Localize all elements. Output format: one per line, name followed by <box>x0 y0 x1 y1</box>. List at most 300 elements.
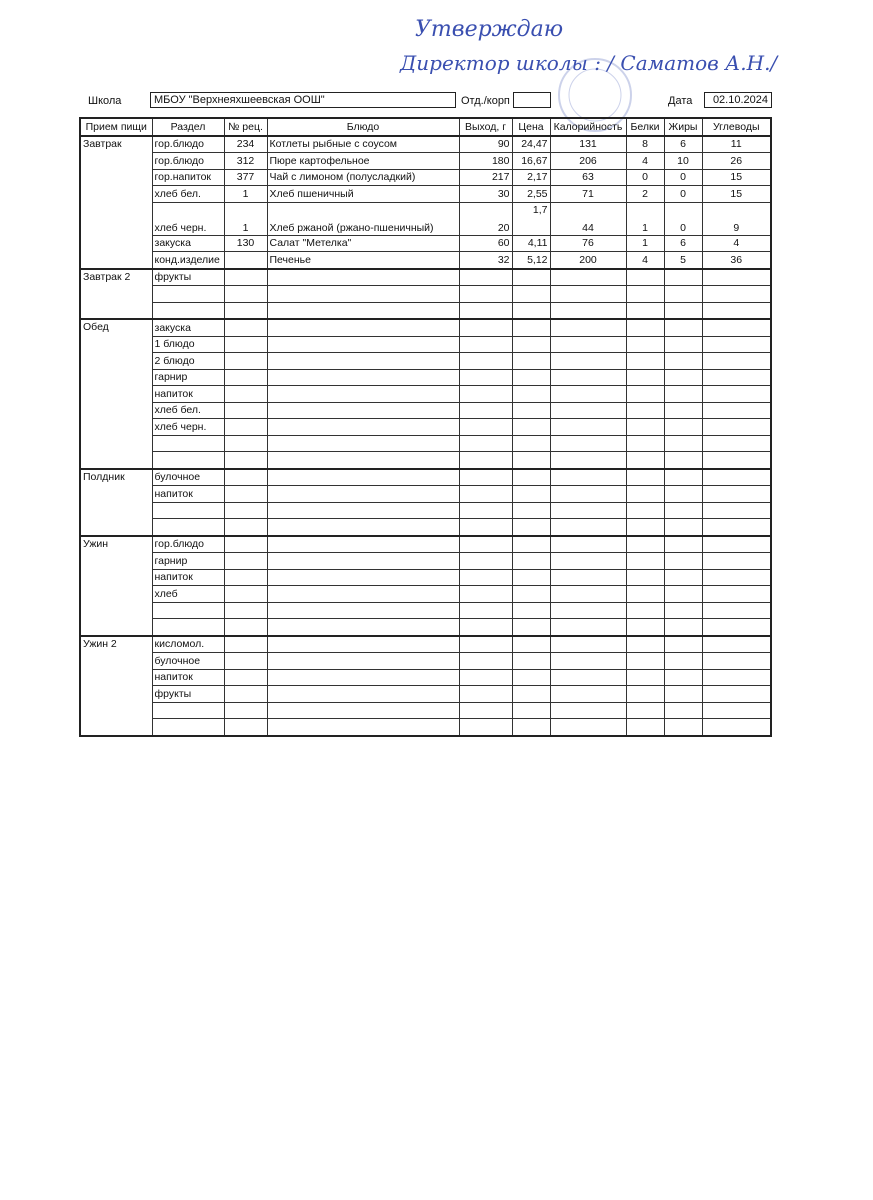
cell-section: закуска <box>152 235 224 252</box>
cell-section: кисломол. <box>152 636 224 653</box>
cell-section: закуска <box>152 319 224 336</box>
table-row <box>80 169 771 186</box>
cell-prot <box>626 369 664 386</box>
cell-prot <box>626 336 664 353</box>
cell-rec: 234 <box>224 136 267 153</box>
cell-carb <box>702 386 771 403</box>
cell-fat <box>664 369 702 386</box>
cell-rec <box>224 653 267 670</box>
cell-prot <box>626 569 664 586</box>
cell-section: гарнир <box>152 553 224 570</box>
cell-out <box>459 702 512 719</box>
cell-price <box>512 702 550 719</box>
cell-kcal <box>550 319 626 336</box>
cell-kcal <box>550 419 626 436</box>
table-row <box>80 153 771 170</box>
cell-prot: 4 <box>626 153 664 170</box>
meal-name: Обед <box>80 319 152 469</box>
cell-fat: 6 <box>664 136 702 153</box>
cell-price <box>512 319 550 336</box>
table-row <box>80 686 771 703</box>
cell-rec <box>224 702 267 719</box>
table-row <box>80 636 771 653</box>
cell-dish <box>267 702 459 719</box>
cell-rec <box>224 402 267 419</box>
cell-section: хлеб бел. <box>152 402 224 419</box>
cell-kcal <box>550 402 626 419</box>
cell-fat <box>664 336 702 353</box>
cell-fat: 0 <box>664 169 702 186</box>
column-header: Цена <box>512 118 550 136</box>
cell-section <box>152 286 224 303</box>
cell-prot <box>626 519 664 536</box>
cell-prot: 1 <box>626 202 664 235</box>
table-row <box>80 136 771 153</box>
cell-dish: Печенье <box>267 252 459 269</box>
school-label: Школа <box>88 95 122 107</box>
cell-rec <box>224 269 267 286</box>
cell-price <box>512 452 550 469</box>
cell-section: хлеб бел. <box>152 186 224 203</box>
cell-rec <box>224 252 267 269</box>
cell-rec <box>224 686 267 703</box>
cell-dish: Салат "Метелка" <box>267 235 459 252</box>
cell-dish <box>267 553 459 570</box>
cell-out <box>459 719 512 736</box>
cell-prot <box>626 619 664 636</box>
cell-out <box>459 486 512 503</box>
cell-kcal: 206 <box>550 153 626 170</box>
cell-fat <box>664 402 702 419</box>
cell-price <box>512 519 550 536</box>
cell-kcal <box>550 519 626 536</box>
cell-prot <box>626 319 664 336</box>
cell-dish <box>267 336 459 353</box>
cell-dish <box>267 435 459 452</box>
cell-carb <box>702 569 771 586</box>
cell-out: 180 <box>459 153 512 170</box>
cell-carb: 15 <box>702 186 771 203</box>
cell-price: 1,7 <box>512 202 550 235</box>
table-row <box>80 302 771 319</box>
cell-fat <box>664 435 702 452</box>
cell-rec <box>224 636 267 653</box>
cell-kcal: 71 <box>550 186 626 203</box>
table-row <box>80 553 771 570</box>
cell-section <box>152 452 224 469</box>
cell-price <box>512 486 550 503</box>
cell-dish <box>267 669 459 686</box>
cell-out <box>459 369 512 386</box>
cell-carb <box>702 486 771 503</box>
cell-fat: 0 <box>664 202 702 235</box>
cell-rec <box>224 353 267 370</box>
cell-section: гарнир <box>152 369 224 386</box>
cell-fat <box>664 319 702 336</box>
cell-carb <box>702 452 771 469</box>
cell-out <box>459 502 512 519</box>
cell-fat: 5 <box>664 252 702 269</box>
table-row <box>80 486 771 503</box>
cell-prot <box>626 353 664 370</box>
cell-carb <box>702 702 771 719</box>
cell-out <box>459 636 512 653</box>
cell-prot <box>626 502 664 519</box>
cell-prot <box>626 486 664 503</box>
cell-carb <box>702 602 771 619</box>
cell-carb <box>702 419 771 436</box>
cell-fat <box>664 686 702 703</box>
cell-fat <box>664 536 702 553</box>
cell-section: гор.напиток <box>152 169 224 186</box>
cell-carb <box>702 653 771 670</box>
cell-kcal <box>550 702 626 719</box>
cell-dish <box>267 369 459 386</box>
cell-dish <box>267 469 459 486</box>
table-row <box>80 719 771 736</box>
cell-prot <box>626 435 664 452</box>
cell-section <box>152 302 224 319</box>
cell-rec: 130 <box>224 235 267 252</box>
cell-section <box>152 435 224 452</box>
cell-out <box>459 353 512 370</box>
cell-section: напиток <box>152 386 224 403</box>
cell-fat <box>664 702 702 719</box>
cell-prot <box>626 419 664 436</box>
cell-dish <box>267 719 459 736</box>
cell-out <box>459 519 512 536</box>
cell-fat: 6 <box>664 235 702 252</box>
cell-price <box>512 669 550 686</box>
cell-prot <box>626 553 664 570</box>
cell-dish <box>267 502 459 519</box>
cell-dish <box>267 452 459 469</box>
cell-dish <box>267 386 459 403</box>
cell-fat <box>664 502 702 519</box>
cell-kcal: 44 <box>550 202 626 235</box>
cell-rec <box>224 619 267 636</box>
cell-dish: Чай с лимоном (полусладкий) <box>267 169 459 186</box>
table-row <box>80 419 771 436</box>
cell-rec <box>224 452 267 469</box>
cell-out: 20 <box>459 202 512 235</box>
cell-carb <box>702 686 771 703</box>
cell-price <box>512 502 550 519</box>
cell-price <box>512 719 550 736</box>
column-header: Жиры <box>664 118 702 136</box>
table-row <box>80 619 771 636</box>
cell-section: хлеб черн. <box>152 202 224 235</box>
cell-kcal <box>550 486 626 503</box>
cell-carb <box>702 502 771 519</box>
cell-carb: 26 <box>702 153 771 170</box>
cell-price <box>512 419 550 436</box>
cell-rec <box>224 602 267 619</box>
meal-name: Ужин <box>80 536 152 636</box>
table-row <box>80 452 771 469</box>
cell-price <box>512 602 550 619</box>
cell-kcal <box>550 619 626 636</box>
table-row <box>80 186 771 203</box>
cell-prot <box>626 286 664 303</box>
cell-section <box>152 719 224 736</box>
table-row <box>80 386 771 403</box>
cell-kcal <box>550 536 626 553</box>
cell-out: 60 <box>459 235 512 252</box>
cell-fat <box>664 419 702 436</box>
cell-kcal <box>550 553 626 570</box>
cell-dish <box>267 653 459 670</box>
cell-dish: Хлеб пшеничный <box>267 186 459 203</box>
cell-rec: 312 <box>224 153 267 170</box>
column-header: Углеводы <box>702 118 771 136</box>
cell-kcal <box>550 302 626 319</box>
cell-rec: 377 <box>224 169 267 186</box>
table-row <box>80 702 771 719</box>
cell-out <box>459 419 512 436</box>
cell-out: 30 <box>459 186 512 203</box>
cell-dish <box>267 269 459 286</box>
cell-section: напиток <box>152 669 224 686</box>
cell-carb <box>702 669 771 686</box>
cell-price: 24,47 <box>512 136 550 153</box>
cell-dish <box>267 419 459 436</box>
cell-price <box>512 302 550 319</box>
cell-out: 217 <box>459 169 512 186</box>
cell-price <box>512 469 550 486</box>
cell-dish <box>267 536 459 553</box>
cell-section: 1 блюдо <box>152 336 224 353</box>
cell-rec <box>224 536 267 553</box>
table-row <box>80 269 771 286</box>
table-row <box>80 319 771 336</box>
cell-out <box>459 402 512 419</box>
cell-section: гор.блюдо <box>152 536 224 553</box>
cell-out <box>459 569 512 586</box>
cell-dish <box>267 302 459 319</box>
cell-dish <box>267 286 459 303</box>
cell-rec <box>224 369 267 386</box>
cell-carb <box>702 353 771 370</box>
table-header-row <box>80 118 771 136</box>
cell-carb <box>702 719 771 736</box>
cell-fat <box>664 719 702 736</box>
cell-prot: 4 <box>626 252 664 269</box>
cell-prot <box>626 653 664 670</box>
cell-out: 90 <box>459 136 512 153</box>
cell-kcal <box>550 336 626 353</box>
cell-fat <box>664 619 702 636</box>
cell-fat <box>664 553 702 570</box>
cell-dish <box>267 353 459 370</box>
table-row <box>80 669 771 686</box>
cell-prot <box>626 386 664 403</box>
cell-section: хлеб черн. <box>152 419 224 436</box>
cell-section: гор.блюдо <box>152 153 224 170</box>
cell-kcal <box>550 269 626 286</box>
cell-kcal: 63 <box>550 169 626 186</box>
cell-out <box>459 619 512 636</box>
cell-section: булочное <box>152 653 224 670</box>
cell-price <box>512 435 550 452</box>
table-row <box>80 252 771 269</box>
cell-prot <box>626 469 664 486</box>
cell-price: 5,12 <box>512 252 550 269</box>
cell-rec <box>224 569 267 586</box>
cell-prot: 0 <box>626 169 664 186</box>
cell-section <box>152 502 224 519</box>
cell-carb <box>702 302 771 319</box>
table-row <box>80 536 771 553</box>
cell-out <box>459 653 512 670</box>
cell-fat <box>664 286 702 303</box>
menu-table <box>79 117 772 737</box>
cell-prot: 2 <box>626 186 664 203</box>
cell-rec <box>224 519 267 536</box>
cell-out <box>459 319 512 336</box>
cell-rec <box>224 435 267 452</box>
cell-dish <box>267 402 459 419</box>
table-row <box>80 502 771 519</box>
cell-section: 2 блюдо <box>152 353 224 370</box>
cell-dish <box>267 486 459 503</box>
cell-rec <box>224 669 267 686</box>
cell-section <box>152 702 224 719</box>
table-row <box>80 235 771 252</box>
cell-carb <box>702 435 771 452</box>
cell-price <box>512 569 550 586</box>
cell-rec <box>224 586 267 603</box>
cell-carb <box>702 286 771 303</box>
cell-fat <box>664 486 702 503</box>
cell-section: хлеб <box>152 586 224 603</box>
cell-out <box>459 336 512 353</box>
cell-prot <box>626 719 664 736</box>
cell-kcal: 200 <box>550 252 626 269</box>
cell-section: напиток <box>152 569 224 586</box>
cell-price: 16,67 <box>512 153 550 170</box>
table-row <box>80 469 771 486</box>
cell-price <box>512 269 550 286</box>
cell-kcal <box>550 452 626 469</box>
cell-prot <box>626 586 664 603</box>
cell-price <box>512 653 550 670</box>
cell-prot <box>626 636 664 653</box>
cell-fat <box>664 586 702 603</box>
cell-carb: 11 <box>702 136 771 153</box>
cell-fat <box>664 636 702 653</box>
cell-carb <box>702 402 771 419</box>
cell-section <box>152 619 224 636</box>
cell-kcal <box>550 369 626 386</box>
table-row <box>80 336 771 353</box>
signature-line2: Директор школы : / Саматов А.Н./ <box>400 51 778 75</box>
table-row <box>80 402 771 419</box>
cell-kcal <box>550 469 626 486</box>
cell-fat <box>664 653 702 670</box>
cell-rec <box>224 319 267 336</box>
cell-carb <box>702 369 771 386</box>
meal-name: Ужин 2 <box>80 636 152 736</box>
cell-price <box>512 553 550 570</box>
cell-price <box>512 402 550 419</box>
cell-prot <box>626 686 664 703</box>
cell-fat <box>664 386 702 403</box>
cell-fat: 10 <box>664 153 702 170</box>
cell-prot <box>626 452 664 469</box>
cell-fat <box>664 302 702 319</box>
cell-price <box>512 369 550 386</box>
cell-prot <box>626 269 664 286</box>
cell-kcal <box>550 569 626 586</box>
column-header: Прием пищи <box>80 118 152 136</box>
cell-out: 32 <box>459 252 512 269</box>
cell-carb <box>702 636 771 653</box>
cell-carb <box>702 269 771 286</box>
cell-price: 2,55 <box>512 186 550 203</box>
cell-out <box>459 286 512 303</box>
table-row <box>80 586 771 603</box>
cell-fat <box>664 469 702 486</box>
cell-price: 4,11 <box>512 235 550 252</box>
cell-price <box>512 586 550 603</box>
column-header: Блюдо <box>267 118 459 136</box>
cell-rec <box>224 386 267 403</box>
cell-carb: 15 <box>702 169 771 186</box>
cell-section: булочное <box>152 469 224 486</box>
cell-price <box>512 619 550 636</box>
cell-out <box>459 386 512 403</box>
cell-fat <box>664 602 702 619</box>
cell-rec <box>224 553 267 570</box>
cell-dish <box>267 602 459 619</box>
cell-fat: 0 <box>664 186 702 203</box>
cell-kcal <box>550 719 626 736</box>
table-row <box>80 286 771 303</box>
cell-out <box>459 602 512 619</box>
cell-kcal <box>550 602 626 619</box>
cell-dish: Хлеб ржаной (ржано-пшеничный) <box>267 202 459 235</box>
cell-fat <box>664 353 702 370</box>
cell-rec: 1 <box>224 186 267 203</box>
cell-kcal <box>550 435 626 452</box>
cell-section: напиток <box>152 486 224 503</box>
cell-rec <box>224 486 267 503</box>
signature-line1: Утверждаю <box>415 17 564 42</box>
cell-out <box>459 669 512 686</box>
cell-carb <box>702 519 771 536</box>
cell-prot <box>626 402 664 419</box>
meal-name: Завтрак <box>80 136 152 269</box>
cell-kcal: 76 <box>550 235 626 252</box>
table-row <box>80 435 771 452</box>
cell-out <box>459 686 512 703</box>
cell-rec <box>224 469 267 486</box>
cell-section <box>152 519 224 536</box>
cell-price <box>512 686 550 703</box>
cell-dish <box>267 619 459 636</box>
cell-kcal <box>550 686 626 703</box>
school-value: МБОУ "Верхнеяхшеевская ООШ" <box>150 92 456 108</box>
cell-carb <box>702 553 771 570</box>
cell-carb <box>702 536 771 553</box>
table-row <box>80 569 771 586</box>
column-header: № рец. <box>224 118 267 136</box>
cell-dish <box>267 636 459 653</box>
cell-kcal <box>550 653 626 670</box>
dept-label: Отд./корп <box>461 95 510 107</box>
table-row <box>80 353 771 370</box>
